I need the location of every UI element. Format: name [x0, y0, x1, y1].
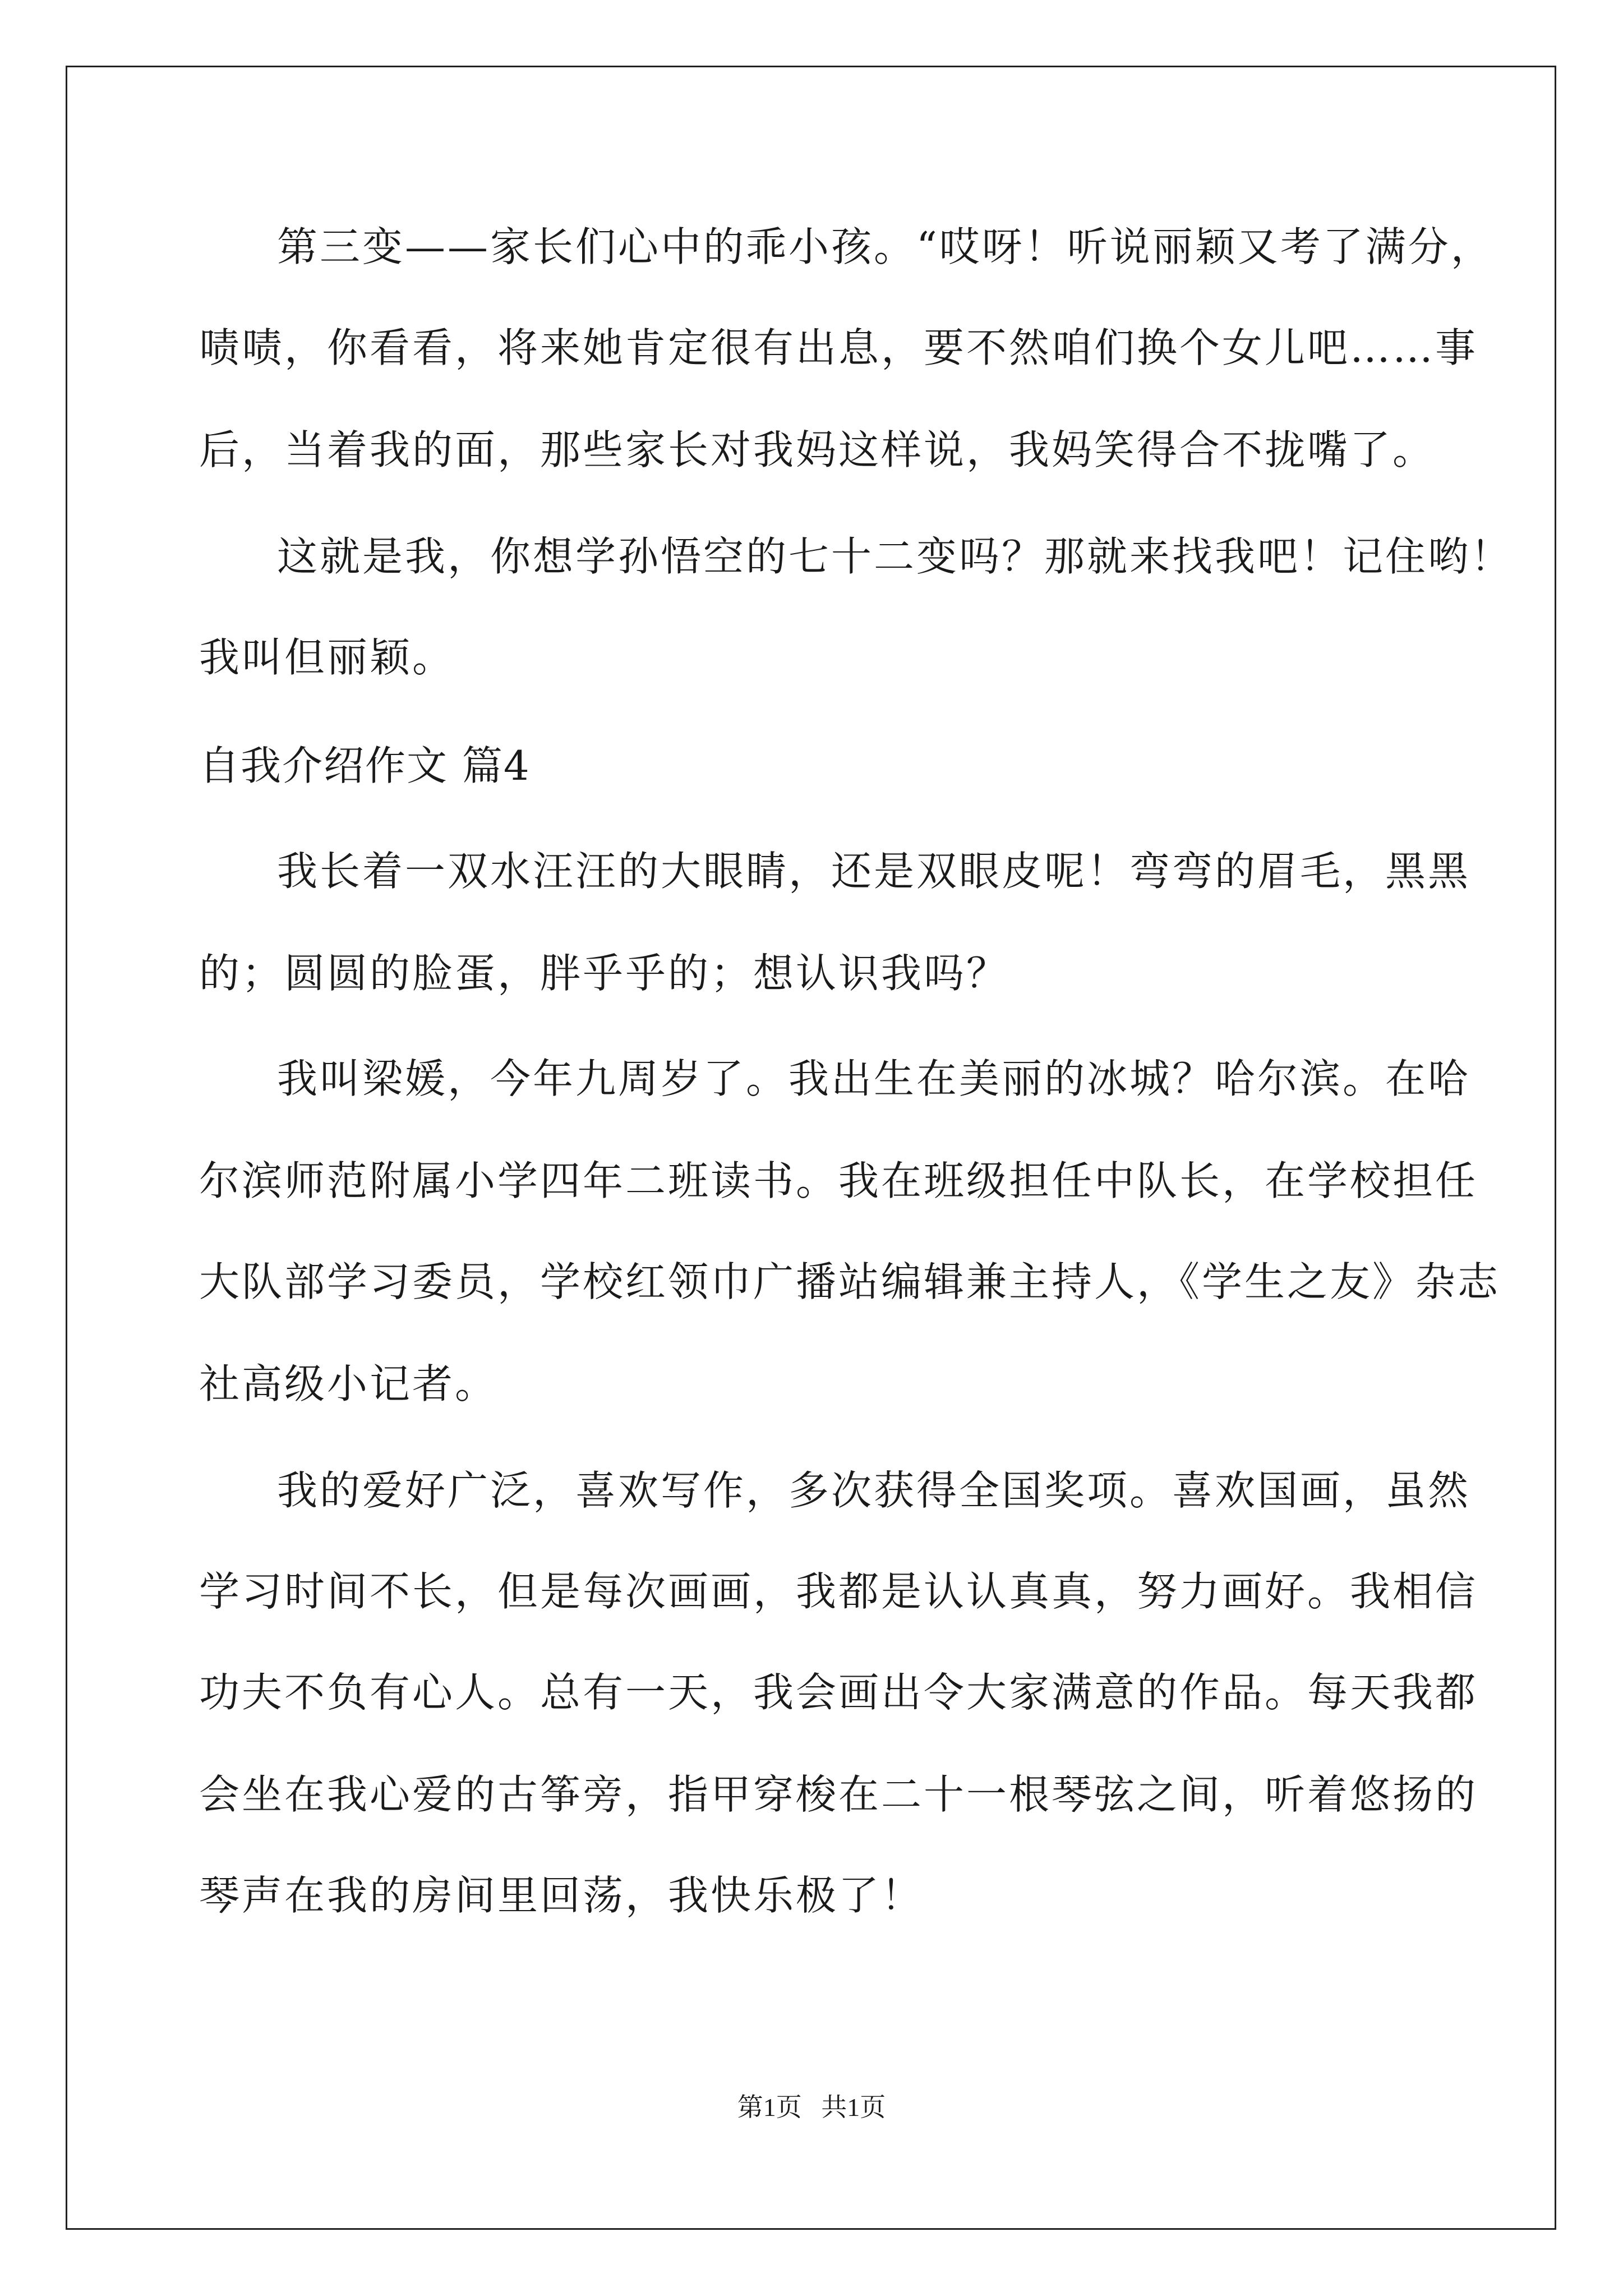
paragraph-2-line-1: 这就是我，你想学孙悟空的七十二变吗？那就来找我吧！记住哟！ — [277, 533, 1514, 580]
paragraph-5-line-1: 我的爱好广泛，喜欢写作，多次获得全国奖项。喜欢国画，虽然 — [277, 1467, 1471, 1514]
paragraph-4-line-2: 尔滨师范附属小学四年二班读书。我在班级担任中队长，在学校担任 — [199, 1157, 1478, 1204]
page-number-footer: 第1页 共1页 — [737, 2093, 886, 2122]
paragraph-3-line-1: 我长着一双水汪汪的大眼睛，还是双眼皮呢！弯弯的眉毛，黑黑 — [277, 848, 1471, 895]
paragraph-1-line-3: 后，当着我的面，那些家长对我妈这样说，我妈笑得合不拢嘴了。 — [199, 426, 1436, 473]
paragraph-5-line-3: 功夫不负有心人。总有一天，我会画出令大家满意的作品。每天我都 — [199, 1669, 1478, 1716]
paragraph-4-line-4: 社高级小记者。 — [199, 1360, 498, 1407]
paragraph-3-line-2: 的；圆圆的脸蛋，胖乎乎的；想认识我吗？ — [199, 950, 1009, 997]
paragraph-4-line-1: 我叫梁媛，今年九周岁了。我出生在美丽的冰城？哈尔滨。在哈 — [277, 1055, 1471, 1102]
section-heading: 自我介绍作文 篇4 — [199, 742, 531, 789]
paragraph-5-line-4: 会坐在我心爱的古筝旁，指甲穿梭在二十一根琴弦之间，听着悠扬的 — [199, 1771, 1478, 1818]
paragraph-5-line-2: 学习时间不长，但是每次画画，我都是认认真真，努力画好。我相信 — [199, 1568, 1478, 1615]
paragraph-5-line-5: 琴声在我的房间里回荡，我快乐极了！ — [199, 1872, 924, 1919]
paragraph-4-line-3: 大队部学习委员，学校红领巾广播站编辑兼主持人，《学生之友》杂志 — [199, 1258, 1501, 1305]
paragraph-1-line-2: 啧啧，你看看，将来她肯定很有出息，要不然咱们换个女儿吧……事 — [199, 324, 1478, 371]
paragraph-1-line-1: 第三变——家长们心中的乖小孩。“哎呀！听说丽颖又考了满分， — [277, 223, 1493, 270]
paragraph-2-line-2: 我叫但丽颖。 — [199, 634, 455, 681]
